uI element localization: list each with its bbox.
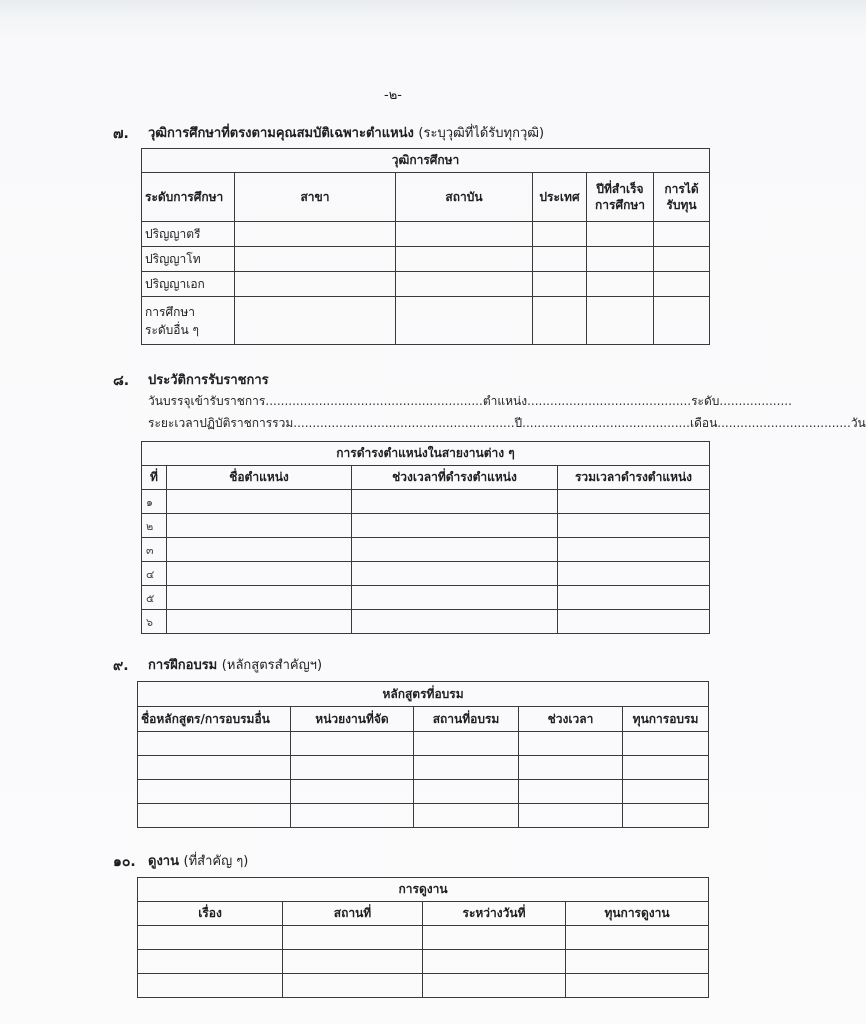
study-visit-group-header: การดูงาน	[138, 878, 709, 902]
position-period-cell[interactable]	[352, 514, 558, 538]
position-name-cell[interactable]	[167, 610, 352, 634]
field-cell[interactable]	[235, 272, 396, 297]
positions-table	[141, 441, 710, 634]
position-name-cell[interactable]	[167, 490, 352, 514]
training-period-cell[interactable]	[519, 780, 623, 804]
table-row	[138, 926, 709, 950]
table-row	[138, 950, 709, 974]
section-9-title-text: การฝึกอบรม	[148, 658, 218, 673]
col-visit-place: สถานที่	[283, 902, 423, 926]
section-7-number: ๗.	[113, 126, 129, 142]
visit-topic-cell[interactable]	[138, 926, 283, 950]
table-row	[138, 732, 709, 756]
scholarship-cell[interactable]	[654, 222, 710, 247]
table-row	[142, 586, 710, 610]
row-number: ๓	[142, 538, 167, 562]
education-table	[141, 148, 710, 345]
field-cell[interactable]	[235, 297, 396, 345]
position-name-cell[interactable]	[167, 586, 352, 610]
table-row	[138, 780, 709, 804]
training-fund-cell[interactable]	[623, 756, 709, 780]
section-8-title: ประวัติการรับราชการ	[148, 373, 269, 388]
scholarship-cell[interactable]	[654, 297, 710, 345]
course-name-cell[interactable]	[138, 780, 291, 804]
col-graduation-year	[587, 173, 654, 222]
training-group-header: หลักสูตรที่อบรม	[138, 682, 709, 707]
col-position-period: ช่วงเวลาที่ดำรงตำแหน่ง	[352, 466, 558, 490]
country-cell[interactable]	[533, 222, 587, 247]
training-venue-cell[interactable]	[414, 756, 519, 780]
organizer-cell[interactable]	[291, 732, 414, 756]
col-graduation-year-line2: การศึกษา	[595, 198, 645, 212]
table-row	[142, 297, 710, 345]
training-fund-cell[interactable]	[623, 804, 709, 828]
field-cell[interactable]	[235, 222, 396, 247]
course-name-cell[interactable]	[138, 732, 291, 756]
table-row	[138, 756, 709, 780]
position-period-cell[interactable]	[352, 562, 558, 586]
row-label-other-line2: ระดับอื่น ๆ	[145, 322, 199, 337]
col-no: ที่	[142, 466, 167, 490]
scholarship-cell[interactable]	[654, 247, 710, 272]
total-duration-label: ระยะเวลาปฏิบัติราชการรวม	[148, 416, 294, 430]
table-row	[138, 804, 709, 828]
training-venue-cell[interactable]	[414, 732, 519, 756]
position-name-cell[interactable]	[167, 514, 352, 538]
position-total-cell[interactable]	[558, 562, 710, 586]
table-row	[142, 514, 710, 538]
section-7-title-text: วุฒิการศึกษาที่ตรงตามคุณสมบัติเฉพาะตำแหน่ง	[148, 126, 414, 141]
visit-fund-cell[interactable]	[566, 926, 709, 950]
education-group-header: วุฒิการศึกษา	[142, 149, 710, 173]
position-label: ตำแหน่ง	[482, 394, 528, 408]
position-total-cell[interactable]	[558, 538, 710, 562]
organizer-cell[interactable]	[291, 780, 414, 804]
position-total-cell[interactable]	[558, 610, 710, 634]
visit-dates-cell[interactable]	[423, 950, 566, 974]
visit-fund-cell[interactable]	[566, 950, 709, 974]
col-position-name: ชื่อตำแหน่ง	[167, 466, 352, 490]
position-total-cell[interactable]	[558, 586, 710, 610]
level-label: ระดับ	[691, 394, 720, 408]
training-table	[137, 681, 709, 828]
col-position-total: รวมเวลาดำรงตำแหน่ง	[558, 466, 710, 490]
section-9-title	[148, 654, 322, 675]
institution-cell[interactable]	[396, 297, 533, 345]
table-row	[142, 490, 710, 514]
table-row	[142, 247, 710, 272]
col-training-venue: สถานที่อบรม	[414, 707, 519, 732]
training-venue-cell[interactable]	[414, 780, 519, 804]
position-period-cell[interactable]	[352, 490, 558, 514]
page-number: -๒-	[384, 88, 402, 103]
scholarship-cell[interactable]	[654, 272, 710, 297]
col-training-fund: ทุนการอบรม	[623, 707, 709, 732]
visit-dates-cell[interactable]	[423, 926, 566, 950]
visit-topic-cell[interactable]	[138, 974, 283, 998]
visit-place-cell[interactable]	[283, 974, 423, 998]
position-field[interactable]: ...........................................	[527, 394, 692, 408]
graduation-year-cell[interactable]	[587, 297, 654, 345]
study-visit-table	[137, 877, 709, 998]
row-number: ๒	[142, 514, 167, 538]
course-name-cell[interactable]	[138, 756, 291, 780]
table-row	[142, 562, 710, 586]
row-number: ๕	[142, 586, 167, 610]
training-fund-cell[interactable]	[623, 732, 709, 756]
table-row	[142, 272, 710, 297]
course-name-cell[interactable]	[138, 804, 291, 828]
row-label-bachelor: ปริญญาตรี	[142, 222, 235, 247]
row-label-other-level	[142, 297, 235, 345]
position-period-cell[interactable]	[352, 610, 558, 634]
row-number: ๑	[142, 490, 167, 514]
row-number: ๔	[142, 562, 167, 586]
section-7-note: (ระบุวุฒิที่ได้รับทุกวุฒิ)	[418, 126, 545, 141]
col-graduation-year-line1: ปีที่สำเร็จ	[596, 181, 644, 196]
col-scholarship-line1: การได้	[664, 181, 699, 196]
graduation-year-cell[interactable]	[587, 222, 654, 247]
years-label: ปี	[514, 416, 523, 430]
table-row	[142, 538, 710, 562]
col-training-period: ช่วงเวลา	[519, 707, 623, 732]
position-total-cell[interactable]	[558, 514, 710, 538]
col-scholarship-line2: รับทุน	[666, 198, 697, 212]
training-period-cell[interactable]	[519, 804, 623, 828]
position-period-cell[interactable]	[352, 538, 558, 562]
visit-place-cell[interactable]	[283, 950, 423, 974]
service-start-line	[148, 392, 792, 411]
row-label-master: ปริญญาโท	[142, 247, 235, 272]
level-field[interactable]: ...................	[719, 394, 792, 408]
section-9-number: ๙.	[113, 658, 129, 674]
country-cell[interactable]	[533, 247, 587, 272]
col-institution: สถาบัน	[396, 173, 533, 222]
section-10-number: ๑๐.	[113, 854, 136, 870]
institution-cell[interactable]	[396, 222, 533, 247]
institution-cell[interactable]	[396, 272, 533, 297]
row-label-other-line1: การศึกษา	[145, 304, 195, 319]
table-row	[142, 610, 710, 634]
positions-group-header: การดำรงตำแหน่งในสายงานต่าง ๆ	[142, 442, 710, 466]
section-8-number: ๘.	[113, 373, 130, 389]
visit-place-cell[interactable]	[283, 926, 423, 950]
training-venue-cell[interactable]	[414, 804, 519, 828]
months-label: เดือน	[689, 416, 718, 430]
col-course-name: ชื่อหลักสูตร/การอบรมอื่น	[138, 707, 291, 732]
graduation-year-cell[interactable]	[587, 272, 654, 297]
graduation-year-cell[interactable]	[587, 247, 654, 272]
section-10-note: (ที่สำคัญ ๆ)	[183, 854, 249, 869]
start-date-label: วันบรรจุเข้ารับราชการ	[148, 394, 266, 408]
training-fund-cell[interactable]	[623, 780, 709, 804]
section-10-title	[148, 850, 248, 871]
start-date-field[interactable]: .........................................................	[265, 394, 483, 408]
col-field: สาขา	[235, 173, 396, 222]
years-field[interactable]: ..........................................................	[293, 416, 515, 430]
col-country: ประเทศ	[533, 173, 587, 222]
position-total-cell[interactable]	[558, 490, 710, 514]
col-visit-fund: ทุนการดูงาน	[566, 902, 709, 926]
visit-topic-cell[interactable]	[138, 950, 283, 974]
training-period-cell[interactable]	[519, 732, 623, 756]
service-duration-line	[148, 414, 866, 433]
row-number: ๖	[142, 610, 167, 634]
organizer-cell[interactable]	[291, 756, 414, 780]
institution-cell[interactable]	[396, 247, 533, 272]
country-cell[interactable]	[533, 297, 587, 345]
days-label: วัน	[850, 416, 866, 430]
position-name-cell[interactable]	[167, 562, 352, 586]
position-period-cell[interactable]	[352, 586, 558, 610]
visit-dates-cell[interactable]	[423, 974, 566, 998]
col-organizer: หน่วยงานที่จัด	[291, 707, 414, 732]
country-cell[interactable]	[533, 272, 587, 297]
col-visit-topic: เรื่อง	[138, 902, 283, 926]
visit-fund-cell[interactable]	[566, 974, 709, 998]
col-education-level: ระดับการศึกษา	[142, 173, 235, 222]
field-cell[interactable]	[235, 247, 396, 272]
position-name-cell[interactable]	[167, 538, 352, 562]
section-10-title-text: ดูงาน	[148, 854, 179, 869]
section-9-note: (หลักสูตรสำคัญฯ)	[221, 658, 323, 673]
organizer-cell[interactable]	[291, 804, 414, 828]
table-row	[142, 222, 710, 247]
months-field[interactable]: ............................................	[522, 416, 690, 430]
table-row	[138, 974, 709, 998]
col-visit-dates: ระหว่างวันที่	[423, 902, 566, 926]
training-period-cell[interactable]	[519, 756, 623, 780]
row-label-doctorate: ปริญญาเอก	[142, 272, 235, 297]
days-field[interactable]: ...................................	[717, 416, 851, 430]
col-scholarship	[654, 173, 710, 222]
section-7-title	[148, 122, 544, 143]
